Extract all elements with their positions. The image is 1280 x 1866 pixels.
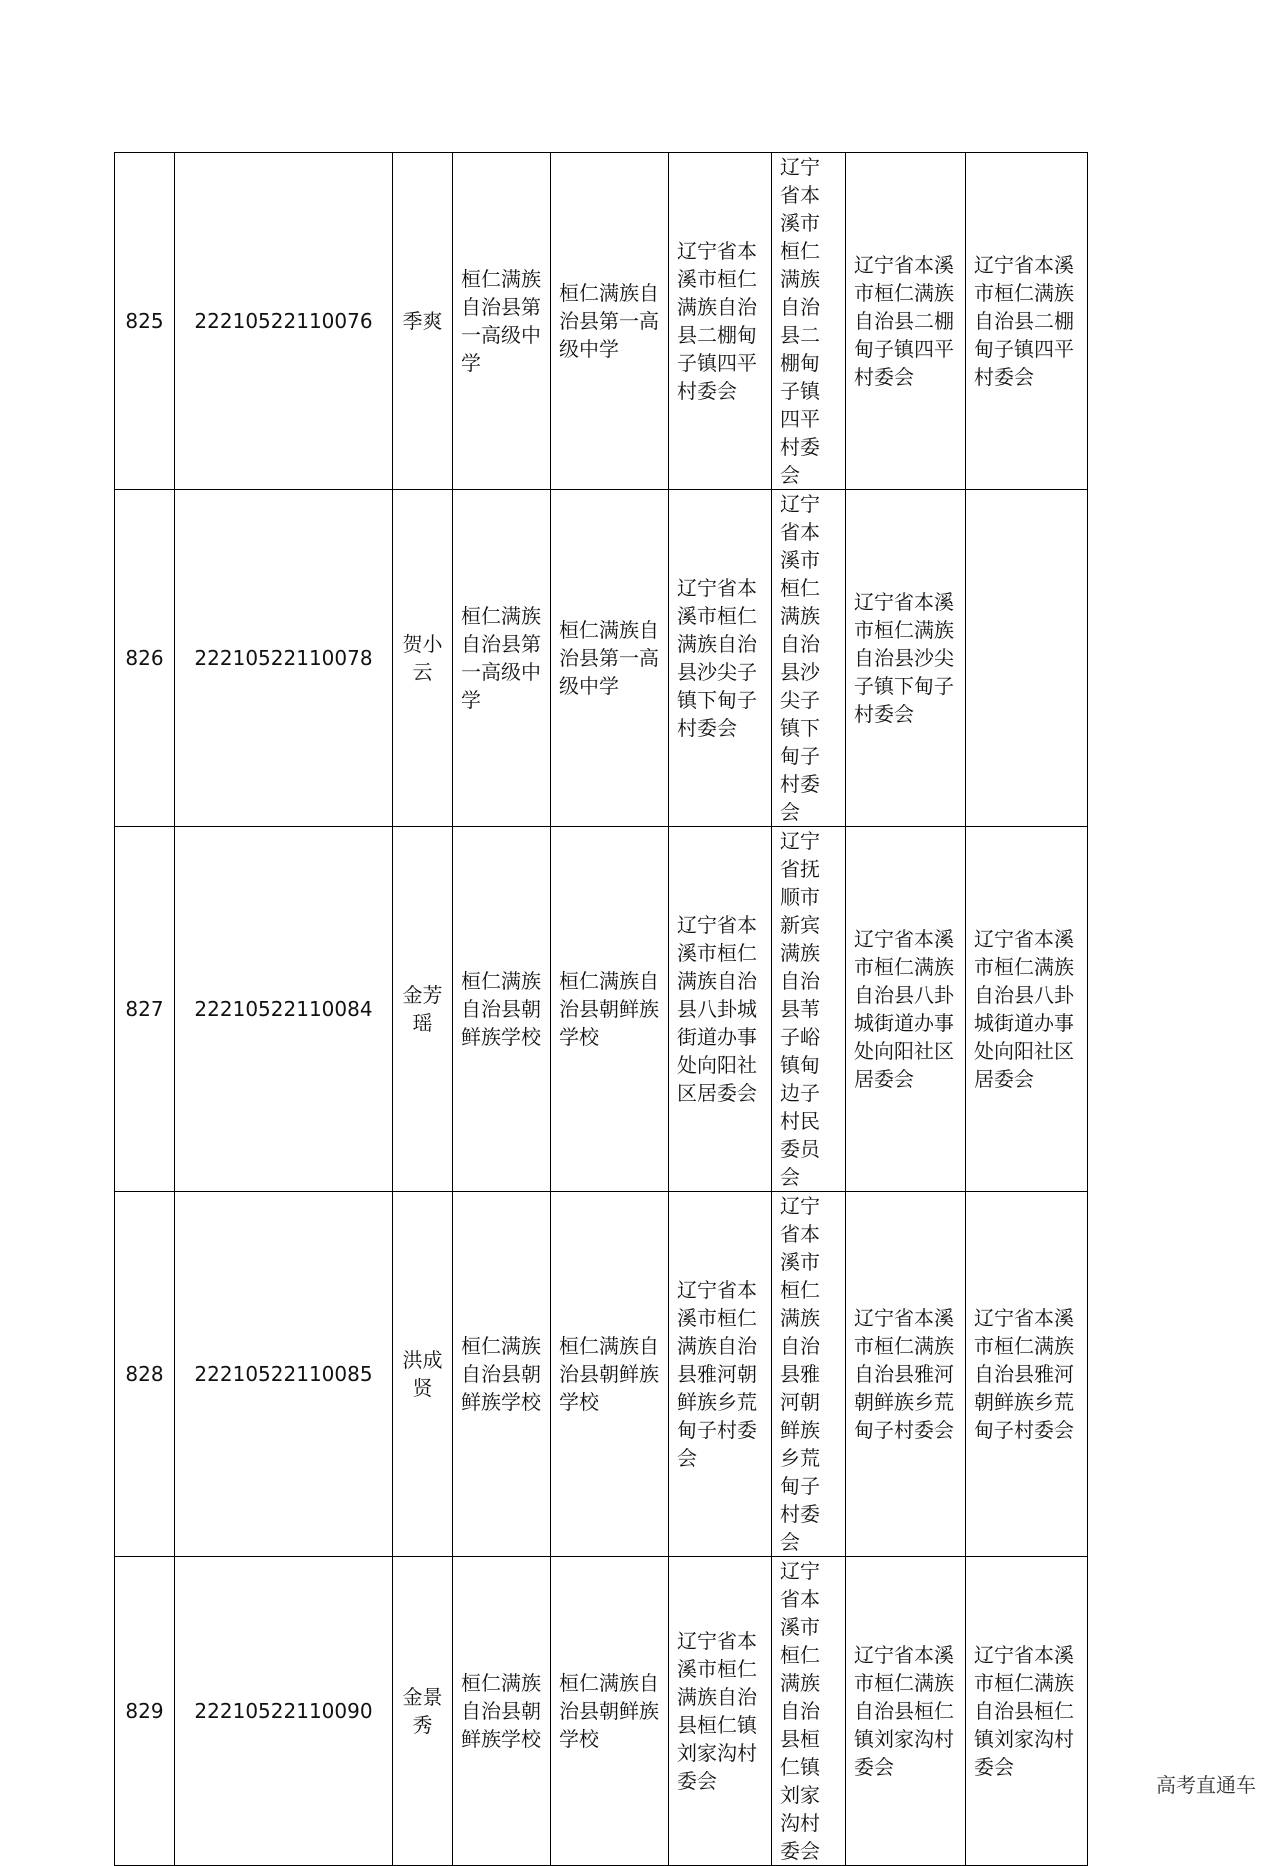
candidate-id-cell: 22210522110085 [175, 1192, 393, 1557]
address-cell: 辽宁省本溪市桓仁满族自治县雅河朝鲜族乡荒甸子村委会 [966, 1192, 1088, 1557]
address-cell: 辽宁省本溪市桓仁满族自治县二棚甸子镇四平村委会 [772, 153, 846, 490]
school-cell: 桓仁满族自治县朝鲜族学校 [551, 827, 669, 1192]
school-cell: 桓仁满族自治县第一高级中学 [453, 490, 551, 827]
address-cell: 辽宁省抚顺市新宾满族自治县苇子峪镇甸边子村民委员会 [772, 827, 846, 1192]
candidate-id-cell: 22210522110090 [175, 1557, 393, 1866]
address-cell: 辽宁省本溪市桓仁满族自治县桓仁镇刘家沟村委会 [669, 1557, 772, 1866]
watermark-text: 高考直通车 [1156, 1773, 1256, 1797]
address-cell: 辽宁省本溪市桓仁满族自治县八卦城街道办事处向阳社区居委会 [846, 827, 966, 1192]
seq-cell: 825 [115, 153, 175, 490]
address-cell: 辽宁省本溪市桓仁满族自治县雅河朝鲜族乡荒甸子村委会 [669, 1192, 772, 1557]
address-cell: 辽宁省本溪市桓仁满族自治县八卦城街道办事处向阳社区居委会 [669, 827, 772, 1192]
name-cell: 洪成贤 [393, 1192, 453, 1557]
student-table-container [114, 152, 1088, 1866]
address-cell [966, 490, 1088, 827]
table-row [115, 1557, 1088, 1866]
table-row [115, 490, 1088, 827]
seq-cell: 829 [115, 1557, 175, 1866]
school-cell: 桓仁满族自治县朝鲜族学校 [453, 1192, 551, 1557]
seq-cell: 826 [115, 490, 175, 827]
school-cell: 桓仁满族自治县朝鲜族学校 [551, 1192, 669, 1557]
address-cell: 辽宁省本溪市桓仁满族自治县桓仁镇刘家沟村委会 [846, 1557, 966, 1866]
school-cell: 桓仁满族自治县朝鲜族学校 [453, 827, 551, 1192]
name-cell: 金芳瑶 [393, 827, 453, 1192]
table-row [115, 827, 1088, 1192]
candidate-id-cell: 22210522110084 [175, 827, 393, 1192]
name-cell: 季爽 [393, 153, 453, 490]
student-table [114, 152, 1088, 1866]
address-cell: 辽宁省本溪市桓仁满族自治县沙尖子镇下甸子村委会 [772, 490, 846, 827]
name-cell: 贺小云 [393, 490, 453, 827]
address-cell: 辽宁省本溪市桓仁满族自治县雅河朝鲜族乡荒甸子村委会 [772, 1192, 846, 1557]
address-cell: 辽宁省本溪市桓仁满族自治县沙尖子镇下甸子村委会 [846, 490, 966, 827]
seq-cell: 828 [115, 1192, 175, 1557]
school-cell: 桓仁满族自治县第一高级中学 [551, 490, 669, 827]
table-row [115, 1192, 1088, 1557]
school-cell: 桓仁满族自治县朝鲜族学校 [551, 1557, 669, 1866]
school-cell: 桓仁满族自治县第一高级中学 [453, 153, 551, 490]
address-cell: 辽宁省本溪市桓仁满族自治县二棚甸子镇四平村委会 [669, 153, 772, 490]
address-cell: 辽宁省本溪市桓仁满族自治县二棚甸子镇四平村委会 [966, 153, 1088, 490]
address-cell: 辽宁省本溪市桓仁满族自治县沙尖子镇下甸子村委会 [669, 490, 772, 827]
school-cell: 桓仁满族自治县朝鲜族学校 [453, 1557, 551, 1866]
address-cell: 辽宁省本溪市桓仁满族自治县桓仁镇刘家沟村委会 [966, 1557, 1088, 1866]
address-cell: 辽宁省本溪市桓仁满族自治县桓仁镇刘家沟村委会 [772, 1557, 846, 1866]
address-cell: 辽宁省本溪市桓仁满族自治县二棚甸子镇四平村委会 [846, 153, 966, 490]
address-cell: 辽宁省本溪市桓仁满族自治县雅河朝鲜族乡荒甸子村委会 [846, 1192, 966, 1557]
address-cell: 辽宁省本溪市桓仁满族自治县八卦城街道办事处向阳社区居委会 [966, 827, 1088, 1192]
table-row [115, 153, 1088, 490]
seq-cell: 827 [115, 827, 175, 1192]
candidate-id-cell: 22210522110076 [175, 153, 393, 490]
candidate-id-cell: 22210522110078 [175, 490, 393, 827]
school-cell: 桓仁满族自治县第一高级中学 [551, 153, 669, 490]
name-cell: 金景秀 [393, 1557, 453, 1866]
